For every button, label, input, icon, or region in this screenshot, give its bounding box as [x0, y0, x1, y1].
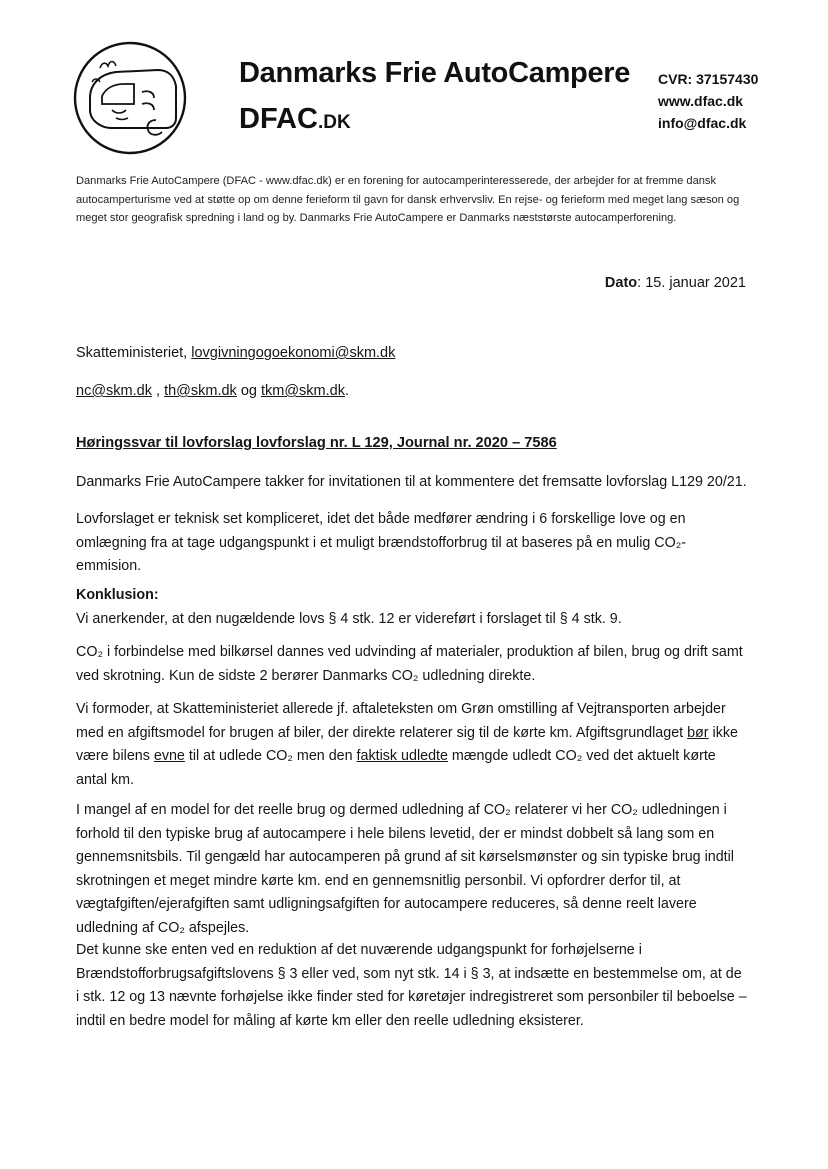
recipient-email-tkm[interactable]: tkm@skm.dk — [260, 383, 345, 399]
paragraph-tax-model — [76, 698, 748, 792]
text-span: ikke være bilens — [76, 724, 738, 764]
paragraph-acknowledge: Vi anerkender, at den nugældende lovs § 4 stk. 12 er videreført i forslaget til § 4 stk. 9. — [76, 610, 622, 627]
recipient-separator: og — [236, 383, 261, 399]
underlined-word: faktisk udledte — [356, 748, 448, 764]
underlined-word: evne — [153, 748, 185, 764]
text-span: Vi formoder, at Skatteministeriet allerede jf. aftaleteksten om Grøn omstilling af Vejtransporten arbejder med en afgiftsmodel for brugen af biler, der direkte relaterer sig til de kørte km. Afgiftsgrundlaget — [76, 701, 726, 741]
conclusion-section — [76, 584, 748, 631]
org-short-suffix: .DK — [317, 112, 351, 133]
letter-subject: Høringssvar til lovforslag lovforslag nr. L 129, Journal nr. 2020 – 7586 — [76, 435, 557, 451]
paragraph-autocamper-usage: I mangel af en model for det reelle brug og dermed udledning af CO₂ relaterer vi her CO₂ udledningen i forhold til den typiske brug af autocampere i hele bilens levetid, der er mindst dobbelt så lang som en gennemsnitsbils. Til gengæld har autocamperen på grund af sit kørselsmønster og sin typiske brug indtil skrotningen et meget mindre kørte km. end en gennemsnitlig personbil. Vi opfordrer derfor til, at vægtafgiften/ejerafgiften samt udligningsafgiften for autocampere reduceres, så denne reelt lavere udledning af CO₂ afspejles. — [76, 802, 734, 936]
paragraph-thanks: Danmarks Frie AutoCampere takker for invitationen til at kommentere det fremsatte lovforslag L129 20/21. — [76, 474, 747, 490]
recipient-email-main[interactable]: lovgivningogoekonomi@skm.dk — [191, 345, 396, 361]
paragraph-proposal: Det kunne ske enten ved en reduktion af det nuværende udgangspunkt for forhøjelserne i Brændstofforbrugsafgiftslovens § 3 eller ved, som nyt stk. 14 i § 3, at indsætte en bestemmelse om, at de i stk. 12 og 13 nævnte forhøjelse ikke finder sted for køretøjer indregistreret som personbiler til beboelse – indtil en bedre model for måling af kørte km eller den reelle udledning eksisterer. — [76, 942, 747, 1029]
organization-name: Danmarks Frie AutoCampere — [239, 57, 631, 89]
conclusion-heading: Konklusion: — [76, 587, 159, 603]
email-link[interactable]: info@dfac.dk — [658, 115, 747, 131]
underlined-word: bør — [687, 724, 709, 741]
recipient-separator: , — [151, 383, 165, 399]
website-link[interactable]: www.dfac.dk — [658, 93, 744, 109]
contact-block — [658, 68, 758, 134]
cvr-number: CVR: 37157430 — [658, 71, 759, 87]
date-value: : 15. januar 2021 — [637, 275, 746, 291]
organization-description: Danmarks Frie AutoCampere (DFAC - www.dfac.dk) er en forening for autocamperinteresserede, der arbejder for at fremme dansk autocamperturisme ved at støtte op om denne ferieform til gavn for dansk erhvervsliv. En rejse- og ferieform med meget lang sæson og meget stor geografisk spredning i land og by. Danmarks Frie AutoCampere er Danmarks næststørste autocamperforening. — [76, 175, 740, 224]
paragraph-complexity: Lovforslaget er teknisk set kompliceret, idet det både medfører ændring i 6 forskellige love og en omlægning fra at tage udgangspunkt i et muligt brændstofforbrug til at baseres på en mulig CO₂-emmision. — [76, 511, 687, 574]
recipient-email-nc[interactable]: nc@skm.dk — [76, 383, 152, 399]
letter-date — [605, 275, 746, 291]
text-span: mængde udledt CO₂ ved det aktuelt kørte antal km. — [76, 748, 716, 788]
organization-short-name — [239, 103, 351, 136]
text-span: til at udlede CO₂ men den — [184, 748, 357, 764]
recipient-line-1 — [76, 345, 395, 361]
recipient-line-2 — [76, 383, 349, 399]
recipient-name: Skatteministeriet, — [76, 345, 192, 361]
org-short-main: DFAC — [239, 103, 318, 135]
date-label: Dato — [604, 275, 638, 291]
paragraph-co2-sources: CO₂ i forbindelse med bilkørsel dannes ved udvinding af materialer, produktion af bilen, brug og drift samt ved skrotning. Kun de sidste 2 berører Danmarks CO₂ udledning direkte. — [76, 644, 743, 684]
dfac-logo-icon — [72, 40, 188, 156]
recipient-email-th[interactable]: th@skm.dk — [164, 383, 237, 399]
recipient-end: . — [344, 383, 350, 399]
